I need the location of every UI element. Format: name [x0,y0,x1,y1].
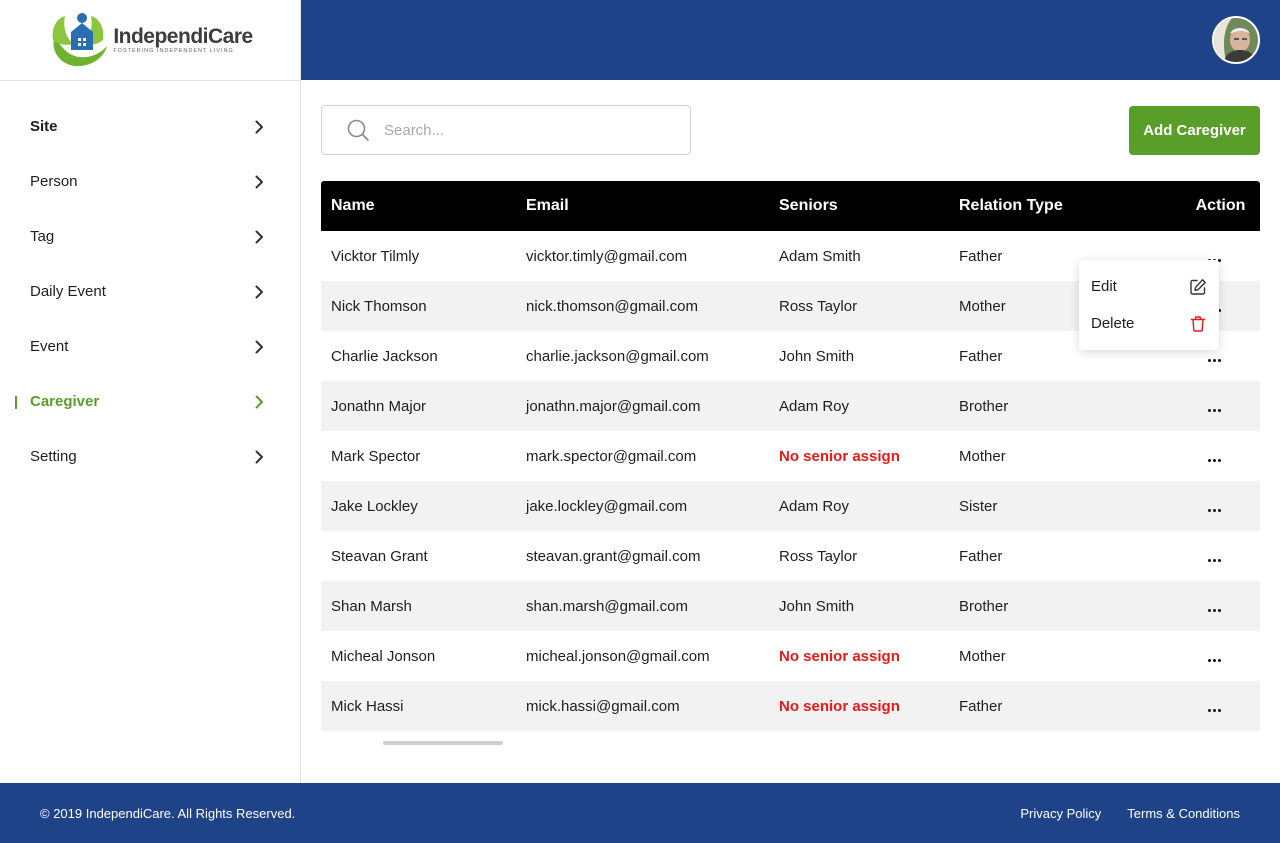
active-indicator [15,396,17,409]
edit-icon [1189,278,1207,296]
caregiver-seniors: Adam Smith [779,247,861,265]
caregiver-relation: Mother [959,297,1006,315]
caregiver-email: mick.hassi@gmail.com [526,697,680,715]
caregiver-email: charlie.jackson@gmail.com [526,347,709,365]
trash-icon [1189,315,1207,333]
column-header-name[interactable]: Name [331,197,375,214]
caregiver-seniors: Adam Roy [779,497,850,515]
caregiver-name: Micheal Jonson [331,647,436,665]
caregiver-email: nick.thomson@gmail.com [526,297,698,315]
brand-logo[interactable] [47,10,252,70]
caregiver-relation: Mother [959,647,1006,665]
caregiver-name: Shan Marsh [331,597,412,615]
caregiver-relation: Father [959,697,1003,715]
chevron-right-icon [252,285,266,299]
caregiver-seniors: Ross Taylor [779,547,858,565]
search-box[interactable] [321,105,691,155]
sidebar-item-tag[interactable] [0,209,300,264]
caregiver-seniors: John Smith [779,597,855,615]
no-senior-assigned-label: No senior assign [779,447,900,465]
caregiver-email: jonathn.major@gmail.com [526,397,701,415]
more-options-icon[interactable] [1204,505,1225,516]
column-header-action: Action [1195,197,1246,214]
column-header-relation[interactable]: Relation Type [959,197,1063,214]
user-avatar-icon [1214,18,1258,62]
column-header-seniors[interactable]: Seniors [779,197,838,214]
sidebar-item-label: Caregiver [30,393,100,410]
caregiver-email: shan.marsh@gmail.com [526,597,688,615]
sidebar-item-label: Setting [30,448,77,465]
table-row [321,431,1260,481]
avatar[interactable] [1212,16,1260,64]
chevron-right-icon [252,120,266,134]
caregiver-seniors: John Smith [779,347,855,365]
caregiver-relation: Brother [959,397,1009,415]
terms-conditions-link[interactable]: Terms & Conditions [1127,805,1240,821]
edit-label: Edit [1091,278,1117,295]
table-row [321,631,1260,681]
table-row [321,681,1260,731]
caregiver-relation: Father [959,547,1003,565]
logo-area [0,0,300,81]
edit-menu-item[interactable] [1091,268,1207,305]
row-action-menu [1079,260,1219,350]
top-bar [301,0,1280,80]
search-icon [346,118,370,142]
chevron-right-icon [252,450,266,464]
caregiver-name: Mark Spector [331,447,421,465]
table-row [321,581,1260,631]
caregiver-name: Jonathn Major [331,397,427,415]
footer-links [1020,806,1240,821]
caregiver-relation: Sister [959,497,998,515]
more-options-icon[interactable] [1204,355,1225,366]
more-options-icon[interactable] [1204,655,1225,666]
search-input[interactable] [384,122,674,139]
column-header-email[interactable]: Email [526,197,569,214]
caregiver-relation: Father [959,347,1003,365]
sidebar-item-person[interactable] [0,154,300,209]
delete-label: Delete [1091,315,1135,332]
sidebar-item-event[interactable] [0,319,300,374]
sidebar-item-label: Event [30,338,69,355]
sidebar [0,0,301,783]
horizontal-scrollbar[interactable] [383,741,503,745]
caregiver-name: Jake Lockley [331,497,418,515]
logo-leaf-house-icon [47,10,109,70]
chevron-right-icon [252,395,266,409]
brand-name: IndependiCare [113,24,253,48]
caregiver-name: Mick Hassi [331,697,404,715]
chevron-right-icon [252,230,266,244]
table-row [321,531,1260,581]
more-options-icon[interactable] [1204,455,1225,466]
caregiver-relation: Mother [959,447,1006,465]
caregiver-name: Nick Thomson [331,297,427,315]
sidebar-item-label: Person [30,173,78,190]
footer [0,783,1280,843]
caregiver-seniors: Ross Taylor [779,297,858,315]
chevron-right-icon [252,175,266,189]
delete-menu-item[interactable] [1091,305,1207,342]
table-header [321,181,1260,231]
sidebar-item-label: Daily Event [30,283,106,300]
chevron-right-icon [252,340,266,354]
caregiver-email: steavan.grant@gmail.com [526,547,701,565]
more-options-icon[interactable] [1204,555,1225,566]
more-options-icon[interactable] [1204,705,1225,716]
add-caregiver-button[interactable]: Add Caregiver [1129,106,1260,155]
sidebar-item-site[interactable] [0,99,300,154]
more-options-icon[interactable] [1204,605,1225,616]
brand-tagline: FOSTERING INDEPENDENT LIVING [113,47,234,54]
caregiver-relation: Father [959,247,1003,265]
more-options-icon[interactable] [1204,405,1225,416]
sidebar-item-daily-event[interactable] [0,264,300,319]
sidebar-nav [0,81,300,484]
caregiver-email: micheal.jonson@gmail.com [526,647,710,665]
no-senior-assigned-label: No senior assign [779,697,900,715]
privacy-policy-link[interactable]: Privacy Policy [1020,805,1102,821]
sidebar-item-label: Site [30,118,58,135]
caregiver-name: Vicktor Tilmly [331,247,420,265]
sidebar-item-caregiver[interactable] [0,374,300,429]
caregiver-email: mark.spector@gmail.com [526,447,697,465]
table-row [321,481,1260,531]
caregiver-email: jake.lockley@gmail.com [526,497,688,515]
sidebar-item-setting[interactable] [0,429,300,484]
sidebar-item-label: Tag [30,228,55,245]
caregiver-seniors: Adam Roy [779,397,850,415]
copyright-text: © 2019 IndependiCare. All Rights Reserved. [40,805,296,821]
caregiver-name: Charlie Jackson [331,347,438,365]
caregiver-relation: Brother [959,597,1009,615]
caregiver-email: vicktor.timly@gmail.com [526,247,688,265]
table-row [321,381,1260,431]
caregiver-name: Steavan Grant [331,547,428,565]
no-senior-assigned-label: No senior assign [779,647,900,665]
